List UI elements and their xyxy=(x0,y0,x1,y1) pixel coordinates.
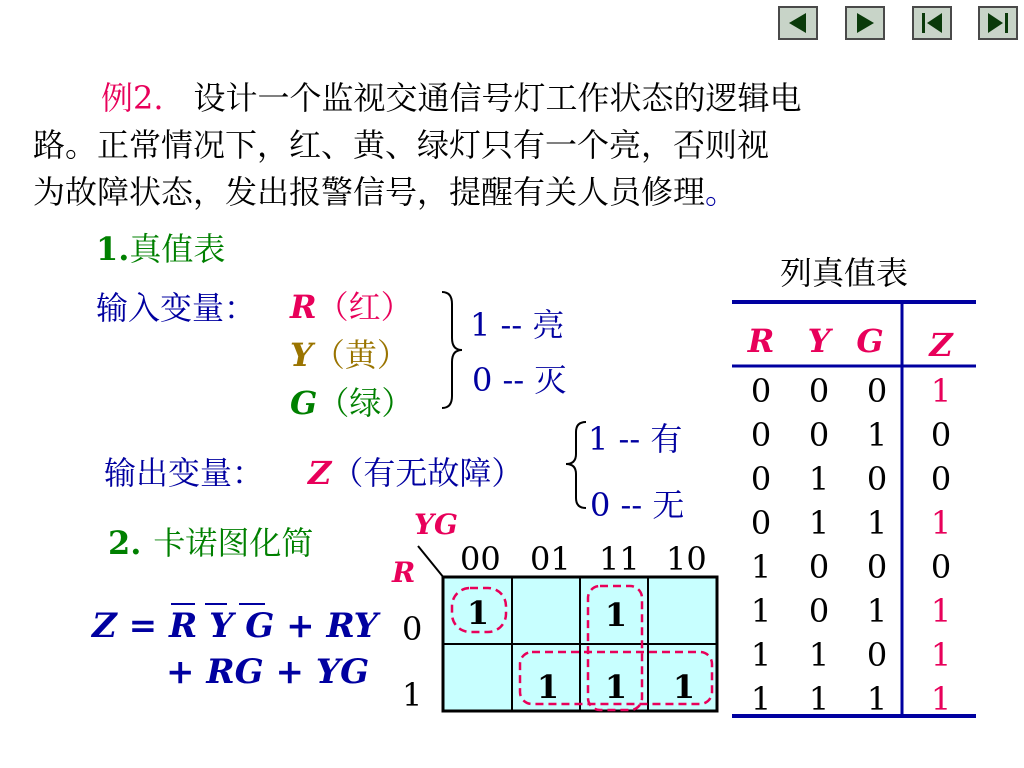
tt-cell-r4-c2: 0 xyxy=(866,548,888,586)
tt-cell-r6-c3: 1 xyxy=(930,636,952,674)
overbar-icons xyxy=(169,600,274,608)
tt-cell-r3-c2: 1 xyxy=(866,504,888,542)
tt-header-g: G xyxy=(856,322,884,360)
intro-paragraph: 例2. 设计一个监视交通信号灯工作状态的逻辑电 路。正常情况下，红、黄、绿灯只有一个亮，否则视 为故障状态，发出报警信号，提醒有关人员修理。 xyxy=(33,79,802,211)
tt-cell-r3-c1: 1 xyxy=(808,504,830,542)
formula-line1: Z = R Y G + RY xyxy=(92,606,378,646)
next-triangle-icon xyxy=(847,8,883,38)
tt-cell-r5-c2: 1 xyxy=(866,592,888,630)
tt-cell-r7-c2: 1 xyxy=(866,680,888,718)
intro-line3: 为故障状态，发出报警信号，提醒有关人员修理 xyxy=(33,173,706,211)
section1-heading: 1.真值表 xyxy=(96,230,226,268)
kmap-col-header-1: 01 xyxy=(530,540,571,578)
kmap-col-header-3: 10 xyxy=(666,540,707,578)
tt-cell-r7-c1: 1 xyxy=(808,680,830,718)
tt-cell-r4-c0: 1 xyxy=(750,548,772,586)
kmap-value-r1-c3: 1 xyxy=(672,668,696,706)
prev-slide-button[interactable] xyxy=(778,6,818,40)
tt-cell-r0-c3: 1 xyxy=(930,372,952,410)
next-slide-button[interactable] xyxy=(845,6,885,40)
tt-cell-r0-c1: 0 xyxy=(808,372,830,410)
kmap-value-r1-c2: 1 xyxy=(604,668,628,706)
output-no-label: 0 -- 无 xyxy=(590,486,685,524)
tt-cell-r1-c1: 0 xyxy=(808,416,830,454)
example-label: 例2. xyxy=(101,79,164,117)
tt-cell-r6-c0: 1 xyxy=(750,636,772,674)
input-var-y: Y（黄） xyxy=(290,336,409,374)
intro-line2: 路。正常情况下，红、黄、绿灯只有一个亮，否则视 xyxy=(33,126,770,164)
last-page-icon xyxy=(980,8,1016,38)
tt-cell-r2-c0: 0 xyxy=(750,460,772,498)
input-brace xyxy=(438,290,468,410)
input-var-g: G（绿） xyxy=(290,384,414,422)
kmap-col-var: YG xyxy=(414,508,458,541)
tt-cell-r1-c3: 0 xyxy=(930,416,952,454)
first-slide-button[interactable] xyxy=(912,6,952,40)
output-yes-label: 1 -- 有 xyxy=(588,420,683,458)
formula-line2: + RG + YG xyxy=(166,652,370,692)
tt-cell-r7-c0: 1 xyxy=(750,680,772,718)
kmap-value-r0-c0: 1 xyxy=(466,594,490,632)
first-page-icon xyxy=(914,8,950,38)
input-variables-label: 输入变量： xyxy=(96,289,257,327)
output-variables-label: 输出变量： xyxy=(104,454,265,492)
kmap-row-header-0: 0 xyxy=(402,610,423,648)
tt-header-y: Y xyxy=(807,322,831,360)
input-on-label: 1 -- 亮 xyxy=(470,306,565,344)
tt-cell-r3-c3: 1 xyxy=(930,504,952,542)
tt-cell-r5-c0: 1 xyxy=(750,592,772,630)
tt-header-r: R xyxy=(747,322,775,360)
tt-cell-r5-c1: 0 xyxy=(808,592,830,630)
kmap-col-header-0: 00 xyxy=(460,540,501,578)
tt-header-z: Z xyxy=(929,326,953,364)
section2-heading: 2. 卡诺图化简 xyxy=(108,524,314,562)
tt-cell-r2-c3: 0 xyxy=(930,460,952,498)
tt-cell-r4-c1: 0 xyxy=(808,548,830,586)
intro-line1: 设计一个监视交通信号灯工作状态的逻辑电 xyxy=(193,79,802,117)
kmap-value-r1-c1: 1 xyxy=(536,668,560,706)
tt-cell-r0-c2: 0 xyxy=(866,372,888,410)
tt-cell-r5-c3: 1 xyxy=(930,592,952,630)
formula-term1: R Y G xyxy=(169,606,286,646)
tt-cell-r6-c1: 1 xyxy=(808,636,830,674)
tt-cell-r0-c0: 0 xyxy=(750,372,772,410)
tt-cell-r3-c0: 0 xyxy=(750,504,772,542)
tt-cell-r2-c1: 1 xyxy=(808,460,830,498)
tt-cell-r6-c2: 0 xyxy=(866,636,888,674)
kmap-row-header-1: 1 xyxy=(402,676,423,714)
input-var-r: R（红） xyxy=(290,288,413,326)
tt-cell-r2-c2: 0 xyxy=(866,460,888,498)
kmap-row-var: R xyxy=(392,556,416,589)
tt-cell-r4-c3: 0 xyxy=(930,548,952,586)
input-off-label: 0 -- 灭 xyxy=(472,361,567,399)
kmap-value-r0-c2: 1 xyxy=(604,596,628,634)
truth-table-caption: 列真值表 xyxy=(780,254,909,292)
tt-cell-r7-c3: 1 xyxy=(930,680,952,718)
last-slide-button[interactable] xyxy=(978,6,1018,40)
tt-cell-r1-c2: 1 xyxy=(866,416,888,454)
prev-triangle-icon xyxy=(780,8,816,38)
tt-cell-r1-c0: 0 xyxy=(750,416,772,454)
kmap-col-header-2: 11 xyxy=(599,540,640,578)
output-var: Z（有无故障） xyxy=(308,454,524,492)
